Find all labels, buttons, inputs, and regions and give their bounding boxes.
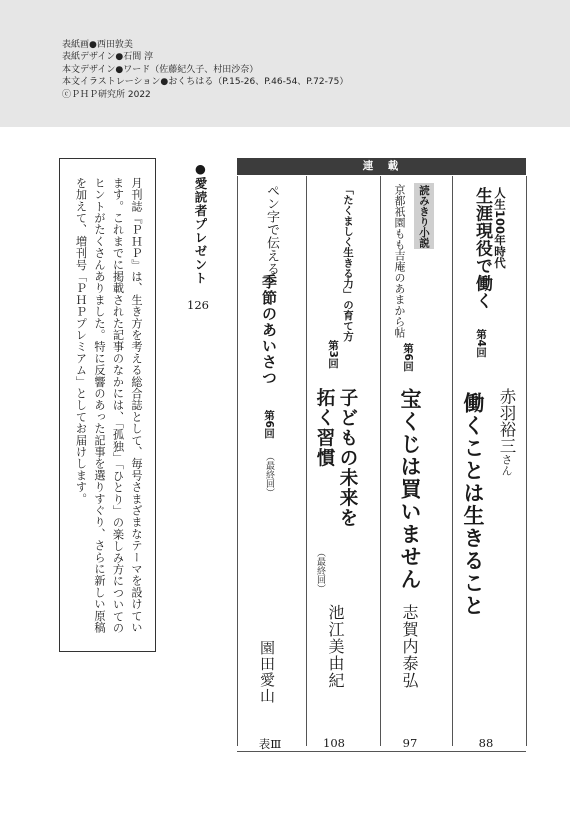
credits-list <box>62 39 348 101</box>
series-title: 生涯現役で働く <box>472 187 492 310</box>
credit-line: 表紙デザイン●石間 淳 <box>62 52 154 63</box>
author-name: 志賀内泰弘 <box>400 604 419 689</box>
episode-label: 第3回 <box>327 340 339 369</box>
column-divider <box>306 176 307 746</box>
episode-label: 第6回 <box>263 410 275 439</box>
author-name: 池江美由紀 <box>326 604 345 689</box>
credits-band <box>0 0 570 127</box>
author-name: 園田愛山 <box>258 640 276 704</box>
column-divider <box>237 176 238 746</box>
present-page-number[interactable]: 126 <box>187 298 209 312</box>
page-number: 88 <box>478 736 494 750</box>
column-divider <box>380 176 381 746</box>
badge-label: 読みきり小説 <box>414 183 434 249</box>
article-title-line1: 子どもの未来を <box>337 388 358 528</box>
article-title: 季節のあいさつ <box>260 274 278 386</box>
author-name: 赤羽裕三さん <box>497 388 516 476</box>
page-number: 108 <box>323 736 345 750</box>
page-number: 表Ⅲ <box>258 737 282 751</box>
column-divider <box>452 176 453 746</box>
page-number: 97 <box>402 736 418 750</box>
credit-line: 本文デザイン●ワード（佐藤紀久子、村田沙奈） <box>62 64 259 75</box>
article-title: 働くことは生きること <box>461 392 486 617</box>
credit-line: ⓒＰＨＰ研究所 2022 <box>62 89 151 100</box>
present-title[interactable]: ●愛読者プレゼント <box>193 161 208 285</box>
intro-box <box>59 158 156 652</box>
series-label: ペン字で伝える <box>264 184 279 275</box>
series-label: 人生100年時代 <box>493 187 507 269</box>
article-title-line2: 拓く習慣 <box>314 388 335 468</box>
intro-text: 月刊誌『ＰＨＰ』は、生き方を考える総合誌として、毎号さまざまなテーマを設けています。これまでに掲載された記事のなかには、「孤独」「ひとり」の楽しみ方についてのヒントがたくさんありました。特に反響のあった記事を選りすぐり、さらに新しい原稿を加えて、増刊号「ＰＨＰプレミアム」としてお届けします。 <box>74 177 143 634</box>
credit-line: 本文イラストレーション●おくちはる（P.15-26、P.46-54、P.72-75） <box>62 77 349 88</box>
serial-header: 連 載 <box>237 158 526 175</box>
series-label: 「たくましく生きる力」の育て方 <box>342 184 354 342</box>
article-title: 宝くじは買いません <box>398 388 423 591</box>
final-episode-label: （最終回） <box>315 548 325 593</box>
series-label: 京都祇園もも吉庵のあまから帖 <box>393 184 406 338</box>
episode-label: 第4回 <box>475 329 487 358</box>
final-episode-label: （最終回） <box>264 452 274 497</box>
episode-label: 第6回 <box>402 343 414 372</box>
column-divider <box>526 176 527 746</box>
credit-line: 表紙画●西田敦美 <box>62 40 133 50</box>
